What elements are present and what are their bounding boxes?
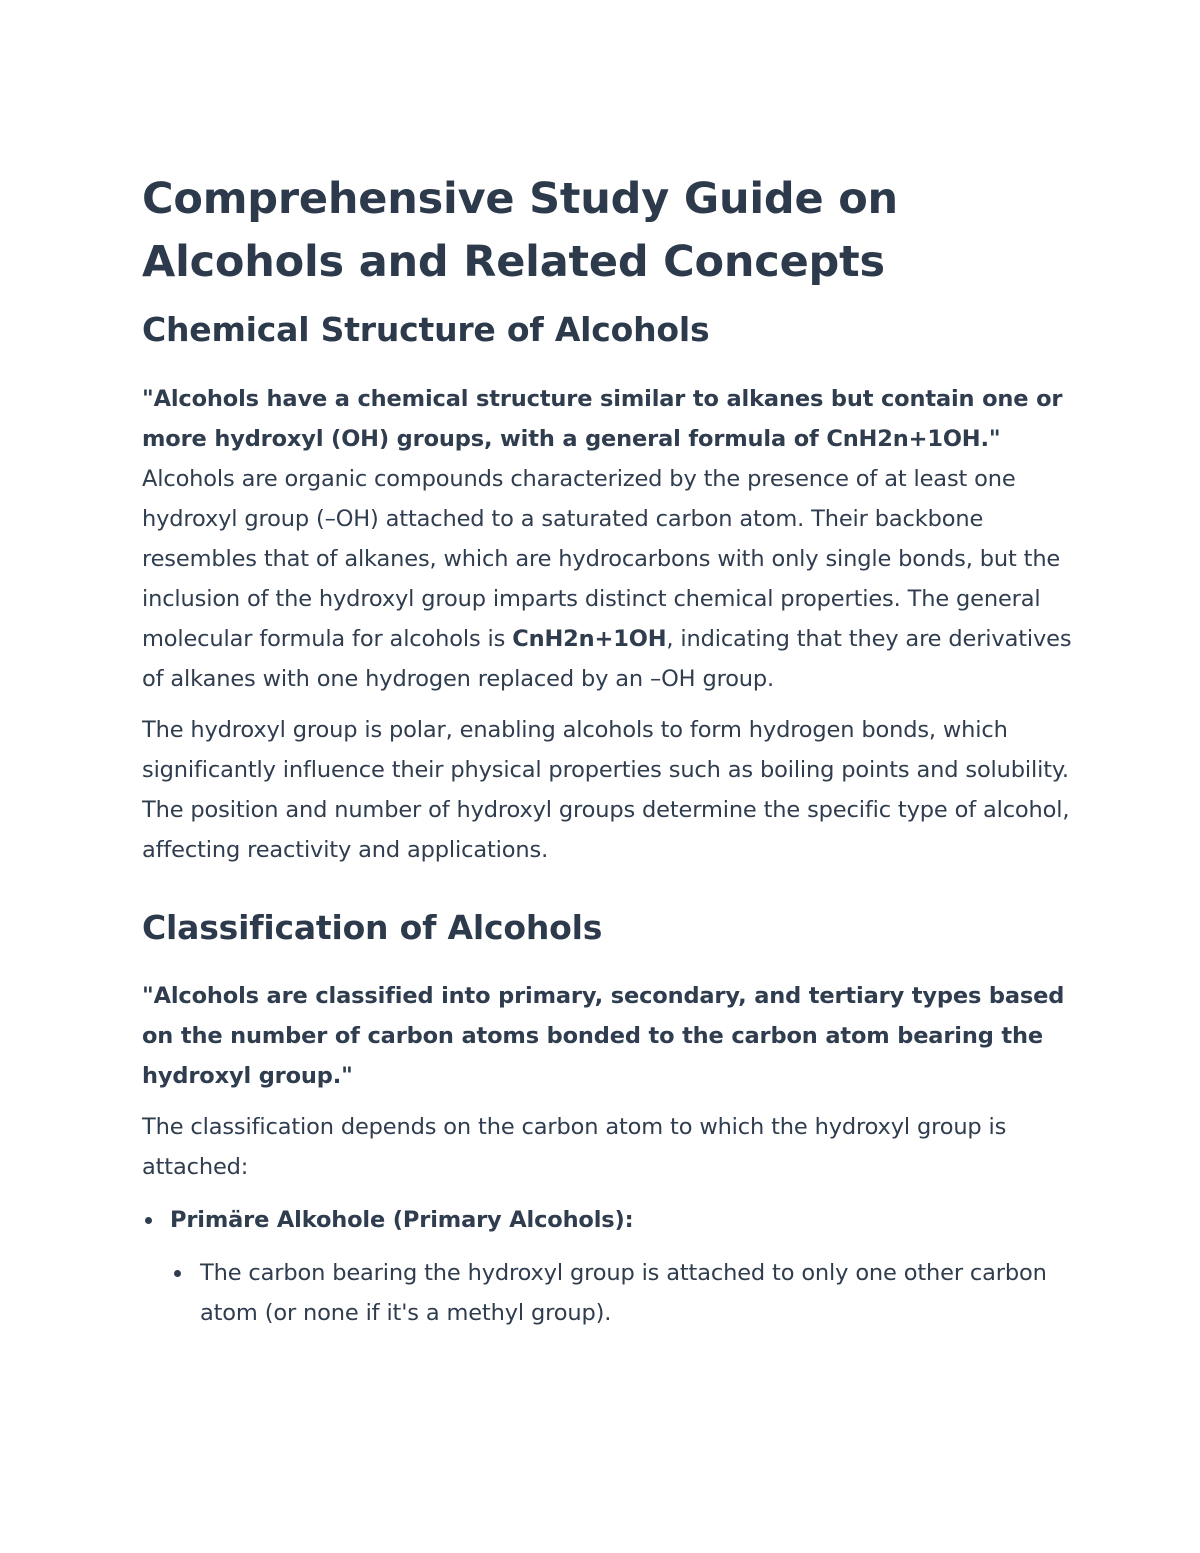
paragraph: The hydroxyl group is polar, enabling alcohols to form hydrogen bonds, which significantly influence their physical properties such as boiling points and solubility. The position and number of hydroxyl groups determine the specific type of alcohol, affecting reactivity and applications.	[142, 717, 1070, 863]
classification-list	[142, 1200, 1072, 1333]
list-item	[142, 1200, 1072, 1333]
paragraph: The classification depends on the carbon atom to which the hydroxyl group is attached:	[142, 1114, 1007, 1180]
document-page	[142, 168, 1072, 1333]
paragraph-text: Alcohols are organic compounds characterized by the presence of at least one hydroxyl group (–OH) attached to a saturated carbon atom. Their backbone resembles that of alkanes, which are hydrocarbons with only single bonds, but the inclusion of the hydroxyl group imparts distinct chemical properties. The general molecular formula for alcohols is	[142, 466, 1061, 652]
paragraph-text: , indicating that they are derivatives of alkanes with one hydrogen replaced by an –OH group.	[142, 626, 1072, 692]
sub-list-item: The carbon bearing the hydroxyl group is attached to only one other carbon atom (or none if it's a methyl group).	[170, 1253, 1072, 1333]
section-heading-chemical-structure: Chemical Structure of Alcohols	[142, 310, 710, 349]
page-title: Comprehensive Study Guide on Alcohols and Related Concepts	[142, 174, 898, 287]
paragraph	[142, 459, 1072, 699]
section-quote: "Alcohols have a chemical structure similar to alkanes but contain one or more hydroxyl (OH) groups, with a general formula of CnH2n+1OH."	[142, 386, 1063, 452]
section-heading-classification: Classification of Alcohols	[142, 908, 603, 947]
formula-text: CnH2n+1OH	[512, 626, 667, 652]
sub-list	[170, 1253, 1072, 1333]
section-quote: "Alcohols are classified into primary, secondary, and tertiary types based on the number of carbon atoms bonded to the carbon atom bearing the hydroxyl group."	[142, 983, 1065, 1089]
list-item-label: Primäre Alkohole (Primary Alcohols):	[170, 1207, 634, 1233]
